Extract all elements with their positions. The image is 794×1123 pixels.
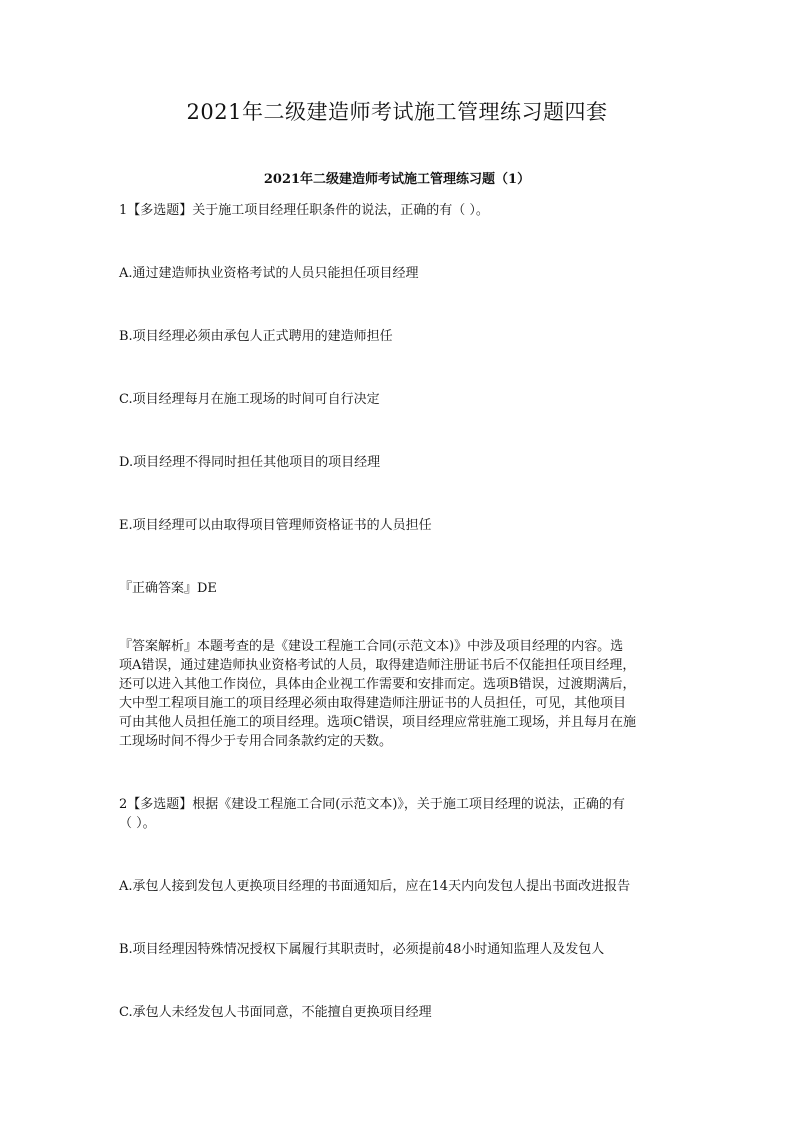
question-1-answer: 『正确答案』DE xyxy=(119,581,217,596)
explanation-line: 还可以进入其他工作岗位，具体由企业视工作需要和安排而定。选项B错误，过渡期满后， xyxy=(119,677,636,692)
question-2-option-a: A.承包人接到发包人更换项目经理的书面通知后，应在14天内向发包人提出书面改进报告 xyxy=(119,879,631,894)
explanation-line: 可由其他人员担任施工的项目经理。选项C错误，项目经理应常驻施工现场，并且每月在施 xyxy=(119,715,636,730)
question-2-option-b: B.项目经理因特殊情况授权下属履行其职责时，必须提前48小时通知监理人及发包人 xyxy=(119,942,605,957)
question-1-option-c: C.项目经理每月在施工现场的时间可自行决定 xyxy=(119,392,380,407)
document-title: 2021年二级建造师考试施工管理练习题四套 xyxy=(186,100,608,124)
section-title: 2021年二级建造师考试施工管理练习题（1） xyxy=(263,172,531,187)
question-1-option-e: E.项目经理可以由取得项目管理师资格证书的人员担任 xyxy=(119,518,432,533)
explanation-line: 『答案解析』本题考查的是《建设工程施工合同(示范文本)》中涉及项目经理的内容。选 xyxy=(119,639,624,654)
explanation-line: 大中型工程项目施工的项目经理必须由取得建造师注册证书的人员担任，可见，其他项目 xyxy=(119,696,627,711)
question-1-option-a: A.通过建造师执业资格考试的人员只能担任项目经理 xyxy=(119,266,419,281)
question-2-stem xyxy=(119,795,679,833)
question-1-option-b: B.项目经理必须由承包人正式聘用的建造师担任 xyxy=(119,329,393,344)
explanation-line: 工现场时间不得少于专用合同条款约定的天数。 xyxy=(119,734,393,749)
explanation-line: 项A错误，通过建造师执业资格考试的人员，取得建造师注册证书后不仅能担任项目经理， xyxy=(119,658,636,673)
question-1-explanation xyxy=(119,637,679,751)
question-2-stem-line: 2【多选题】根据《建设工程施工合同(示范文本)》，关于施工项目经理的说法，正确的有 xyxy=(119,797,625,812)
question-1-stem: 1【多选题】关于施工项目经理任职条件的说法，正确的有（ ）。 xyxy=(119,203,489,218)
question-2-option-c: C.承包人未经发包人书面同意，不能擅自更换项目经理 xyxy=(119,1005,432,1020)
question-2-stem-line: （ ）。 xyxy=(119,816,156,831)
question-1-option-d: D.项目经理不得同时担任其他项目的项目经理 xyxy=(119,455,381,470)
